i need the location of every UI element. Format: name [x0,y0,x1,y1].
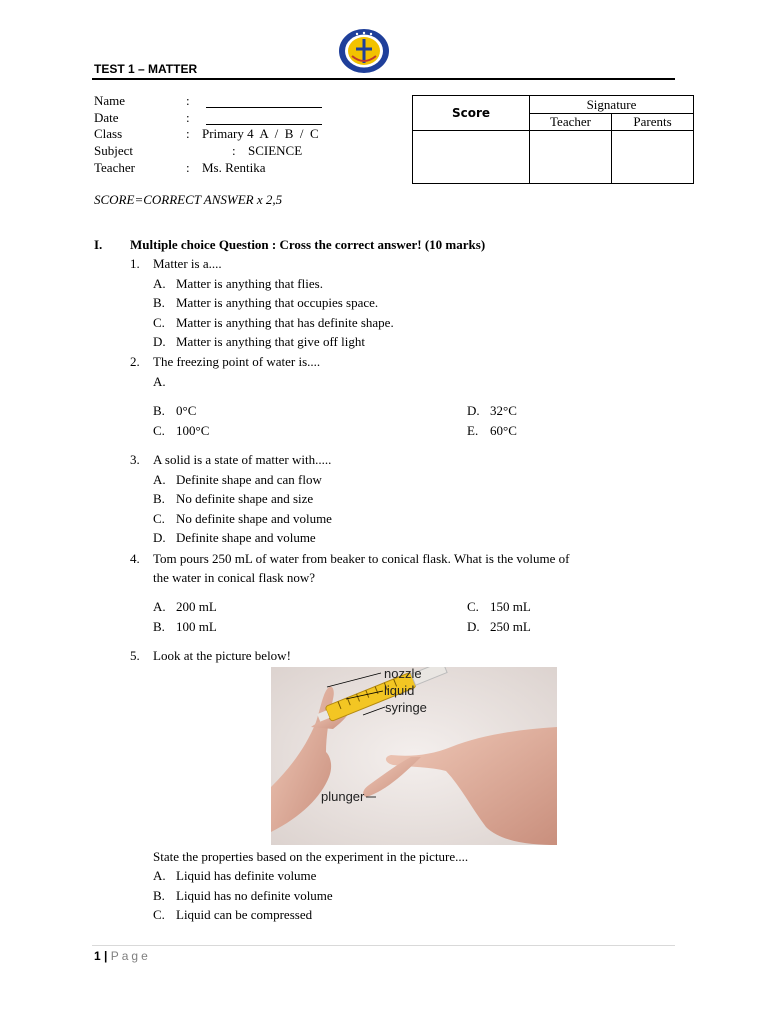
section-number: I. [94,237,103,252]
title-divider [92,78,675,80]
option-letter[interactable]: E. [467,423,479,438]
subject-colon: : [232,143,236,158]
option-text[interactable]: Definite shape and can flow [176,472,322,487]
option-text[interactable]: Matter is anything that give off light [176,334,365,349]
name-blank-line[interactable] [206,107,322,108]
teacher-colon: : [186,160,190,175]
footer-divider [92,945,675,946]
option-letter[interactable]: B. [153,619,165,634]
name-colon: : [186,93,190,108]
signature-header: Signature [530,96,694,114]
option-letter[interactable]: D. [153,530,166,545]
option-letter[interactable]: A. [153,472,166,487]
question-number: 4. [130,551,140,566]
option-text[interactable]: 100°C [176,423,210,438]
option-letter[interactable]: A. [153,868,166,883]
date-colon: : [186,110,190,125]
syringe-photo [271,667,557,845]
subject-label: Subject [94,143,133,158]
test-title: TEST 1 – MATTER [94,62,198,76]
option-letter[interactable]: A. [153,599,166,614]
option-letter[interactable]: C. [153,907,165,922]
option-letter[interactable]: C. [153,423,165,438]
score-header: Score [413,96,530,131]
option-text[interactable]: Definite shape and volume [176,530,316,545]
option-letter[interactable]: D. [153,334,166,349]
syringe-illustration [271,667,557,845]
question-text-line-1: Tom pours 250 mL of water from beaker to conical flask. What is the volume of [153,551,570,566]
page-footer [94,949,151,963]
class-value: Primary 4 A / B / C [202,126,319,141]
option-text[interactable]: Matter is anything that occupies space. [176,295,379,310]
teacher-value: Ms. Rentika [202,160,266,175]
option-letter[interactable]: C. [153,511,165,526]
question-text: Look at the picture below! [153,648,291,663]
option-text[interactable]: No definite shape and volume [176,511,332,526]
section-title: Multiple choice Question : Cross the correct answer! (10 marks) [130,237,486,252]
page-separator: | [104,949,108,963]
syringe-label: syringe [385,700,427,715]
option-text[interactable]: Matter is anything that has definite shape. [176,315,394,330]
option-text[interactable]: 60°C [490,423,517,438]
teacher-header: Teacher [530,114,612,131]
option-text[interactable]: 0°C [176,403,197,418]
option-letter[interactable]: A. [153,374,166,389]
option-text[interactable]: Liquid has definite volume [176,868,317,883]
question-number: 5. [130,648,140,663]
question-text: A solid is a state of matter with..... [153,452,332,467]
question-prompt: State the properties based on the experiment in the picture.... [153,849,469,864]
score-formula: SCORE=CORRECT ANSWER x 2,5 [94,192,283,207]
question-number: 2. [130,354,140,369]
score-cell[interactable] [413,131,530,184]
option-text[interactable]: No definite shape and size [176,491,314,506]
subject-value: SCIENCE [248,143,303,158]
liquid-label: liquid [384,683,415,698]
option-text[interactable]: 250 mL [490,619,531,634]
option-letter[interactable]: B. [153,403,165,418]
option-text[interactable]: 150 mL [490,599,531,614]
question-number: 1. [130,256,140,271]
option-letter[interactable]: B. [153,295,165,310]
score-table [412,95,694,184]
page-word: Page [110,949,151,963]
option-letter[interactable]: B. [153,491,165,506]
option-text[interactable]: Matter is anything that flies. [176,276,323,291]
option-text[interactable]: 100 mL [176,619,217,634]
option-letter[interactable]: D. [467,403,480,418]
parents-header: Parents [612,114,694,131]
option-text[interactable]: Liquid has no definite volume [176,888,333,903]
parents-signature-cell[interactable] [612,131,694,184]
question-text: The freezing point of water is.... [153,354,321,369]
option-text[interactable]: Liquid can be compressed [176,907,313,922]
page-number: 1 [94,949,101,963]
option-text[interactable]: 32°C [490,403,517,418]
date-blank-line[interactable] [206,124,322,125]
nozzle-label: nozzle [384,667,422,681]
option-letter[interactable]: C. [153,315,165,330]
option-letter[interactable]: A. [153,276,166,291]
class-colon: : [186,126,190,141]
option-letter[interactable]: D. [467,619,480,634]
teacher-signature-cell[interactable] [530,131,612,184]
question-text-line-2: the water in conical flask now? [153,570,316,585]
option-text[interactable]: 200 mL [176,599,217,614]
name-label: Name [94,93,126,108]
date-label: Date [94,110,119,125]
question-text: Matter is a.... [153,256,222,271]
teacher-label: Teacher [94,160,135,175]
school-logo [338,28,390,74]
question-number: 3. [130,452,140,467]
option-letter[interactable]: B. [153,888,165,903]
plunger-label: plunger [321,789,365,804]
class-label: Class [94,126,123,141]
option-letter[interactable]: C. [467,599,479,614]
